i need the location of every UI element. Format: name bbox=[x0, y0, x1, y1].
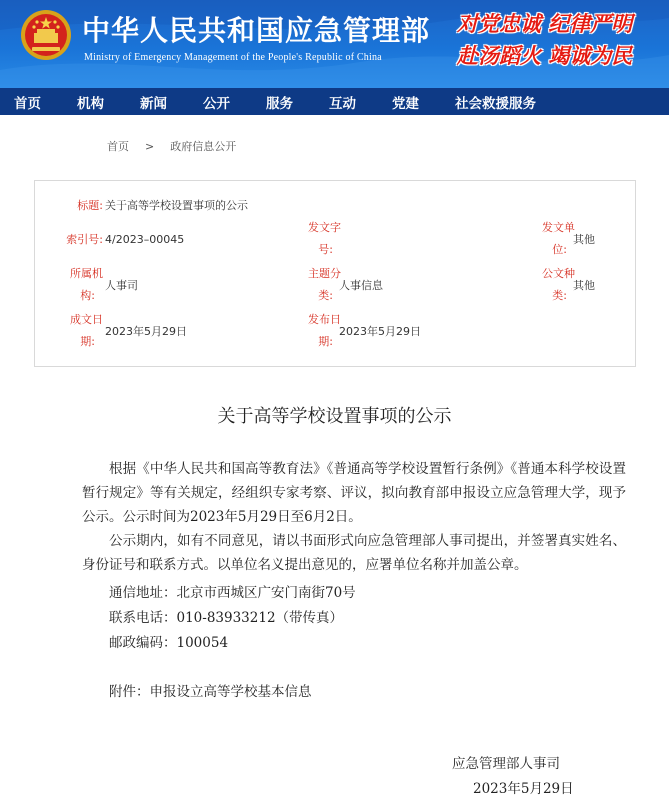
article-paragraph-2: 公示期内，如有不同意见，请以书面形式向应急管理部人事司提出，并签署真实姓名、身份证号和联系方式。以单位名义提出意见的，应署单位名称并加盖公章。 bbox=[82, 533, 626, 573]
meta-title-value: 关于高等学校设置事项的公示 bbox=[105, 199, 248, 212]
slogan-line-1: 对党忠诚 纪律严明 bbox=[457, 11, 633, 36]
attachment bbox=[109, 680, 312, 700]
contact-postcode: 邮政编码：100054 bbox=[109, 635, 229, 651]
national-emblem-icon bbox=[20, 9, 72, 61]
signature-organization: 应急管理部人事司 bbox=[452, 756, 560, 772]
contact-address: 通信地址：北京市西城区广安门南街70号 bbox=[109, 585, 356, 601]
meta-doctype-value: 其他 bbox=[573, 279, 595, 292]
meta-issuer-value: 其他 bbox=[573, 233, 595, 246]
breadcrumb bbox=[107, 138, 236, 154]
main-nav bbox=[0, 88, 669, 115]
meta-created-label-line2: 期: bbox=[80, 335, 95, 348]
breadcrumb-current-link[interactable]: 政府信息公开 bbox=[170, 140, 237, 153]
meta-org-value: 人事司 bbox=[105, 279, 138, 292]
meta-topic-value: 人事信息 bbox=[339, 279, 383, 292]
contact-phone: 联系电话：010-83933212（带传真） bbox=[109, 610, 344, 626]
document-meta-box bbox=[34, 180, 636, 367]
meta-doctype-label-line1: 公文种 bbox=[542, 267, 575, 280]
breadcrumb-home-link[interactable]: 首页 bbox=[107, 140, 129, 153]
attachment-label: 附件： bbox=[109, 684, 150, 700]
meta-topic-label-line1: 主题分 bbox=[308, 267, 341, 280]
article-title: 关于高等学校设置事项的公示 bbox=[217, 406, 452, 427]
meta-published-value: 2023年5月29日 bbox=[339, 325, 421, 338]
meta-doctype-label-line2: 类: bbox=[552, 289, 567, 302]
breadcrumb-separator: > bbox=[145, 140, 155, 153]
nav-item-home[interactable]: 首页 bbox=[14, 95, 41, 112]
nav-item-news[interactable]: 新闻 bbox=[140, 95, 167, 112]
meta-title-label: 标题: bbox=[77, 199, 103, 212]
meta-issuer-label-line2: 位: bbox=[552, 243, 567, 256]
site-header bbox=[0, 0, 669, 88]
attachment-link[interactable]: 申报设立高等学校基本信息 bbox=[149, 684, 312, 700]
meta-created-value: 2023年5月29日 bbox=[105, 325, 187, 338]
meta-doc-no-label-line1: 发文字 bbox=[308, 221, 341, 234]
nav-item-party-building[interactable]: 党建 bbox=[392, 95, 419, 112]
article-paragraph-1: 根据《中华人民共和国高等教育法》《普通高等学校设置暂行条例》《普通本科学校设置暂行规定》等有关规定，经组织专家考察、评议，拟向教育部申报设立应急管理大学，现予公示。公示时间为2023年5月29日至6月2日。 bbox=[82, 461, 626, 525]
nav-item-organization[interactable]: 机构 bbox=[77, 95, 104, 112]
meta-org-label-line2: 构: bbox=[80, 289, 95, 302]
meta-published-label-line1: 发布日 bbox=[308, 313, 341, 326]
meta-created-label-line1: 成文日 bbox=[70, 313, 103, 326]
article-body bbox=[82, 457, 626, 577]
meta-doc-no-label-line2: 号: bbox=[318, 243, 333, 256]
site-subtitle: Ministry of Emergency Management of the People's Republic of China bbox=[84, 52, 382, 63]
meta-issuer-label-line1: 发文单 bbox=[542, 221, 575, 234]
nav-item-disclosure[interactable]: 公开 bbox=[203, 95, 230, 112]
meta-org-label-line1: 所属机 bbox=[70, 267, 103, 280]
site-title[interactable]: 中华人民共和国应急管理部 bbox=[82, 14, 431, 47]
slogan-line-2: 赴汤蹈火 竭诚为民 bbox=[457, 43, 633, 68]
meta-published-label-line2: 期: bbox=[318, 335, 333, 348]
nav-item-social-rescue[interactable]: 社会救援服务 bbox=[455, 95, 536, 112]
meta-index-value: 4/2023–00045 bbox=[105, 233, 185, 246]
nav-item-interaction[interactable]: 互动 bbox=[329, 95, 356, 112]
nav-item-services[interactable]: 服务 bbox=[266, 95, 293, 112]
signature-date: 2023年5月29日 bbox=[473, 781, 574, 797]
meta-index-label: 索引号: bbox=[66, 233, 103, 246]
meta-topic-label-line2: 类: bbox=[318, 289, 333, 302]
